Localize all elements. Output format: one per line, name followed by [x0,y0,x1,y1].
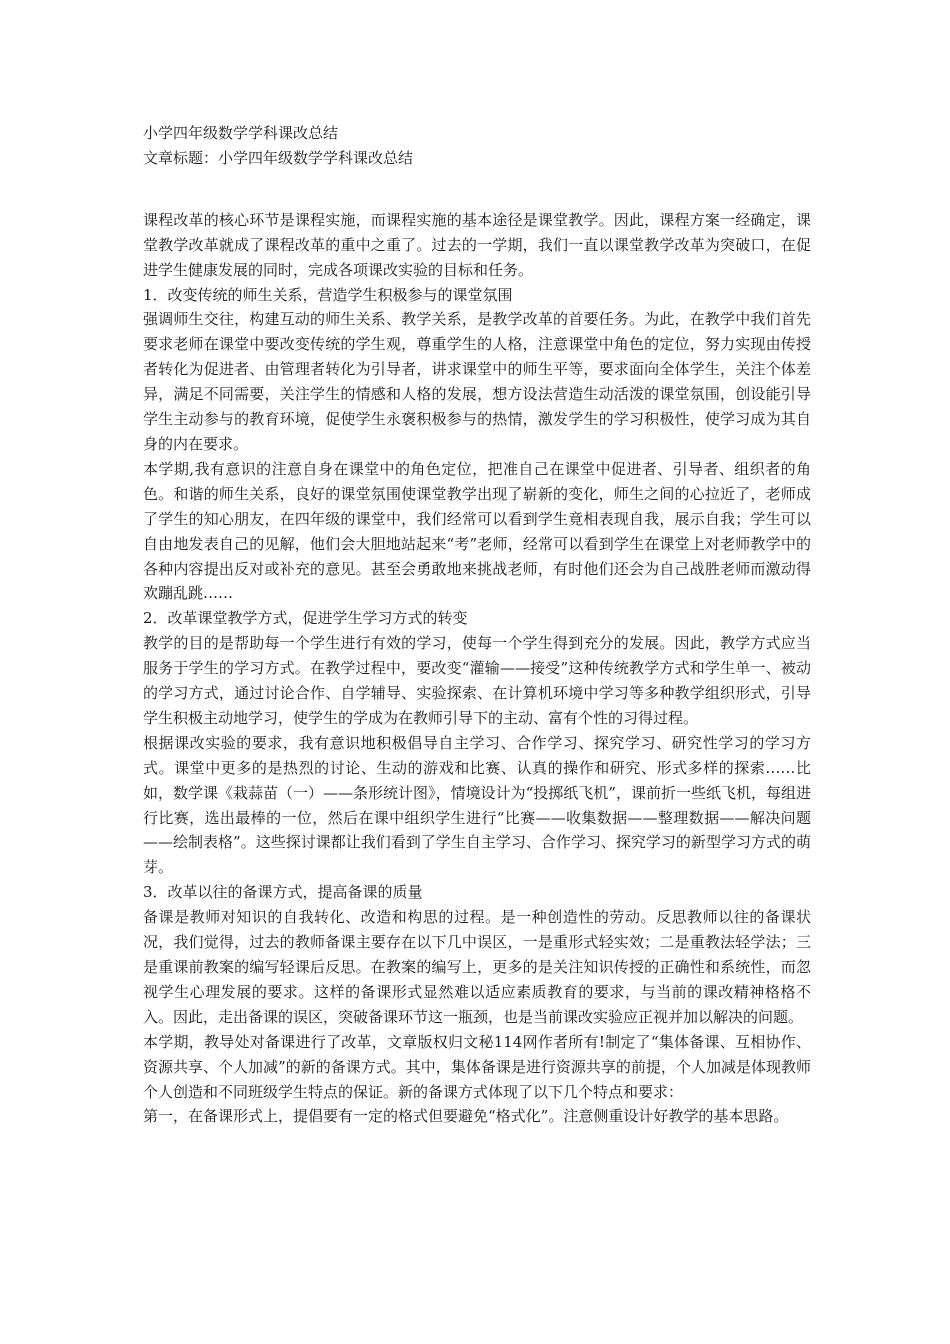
paragraph: 根据课改实验的要求，我有意识地积极倡导自主学习、合作学习、探究学习、研究性学习的学习方式。课堂中更多的是热烈的讨论、生动的游戏和比赛、认真的操作和研究、形式多样的探索……比如，数学课《栽蒜苗（一）——条形统计图》，情境设计为“投掷纸飞机”，课前折一些纸飞机，每组进行比赛，选出最棒的一位，然后在课中组织学生进行“比赛——收集数据——整理数据——解决问题——绘制表格”。这些探讨课都让我们看到了学生自主学习、合作学习、探究学习的新型学习方式的萌芽。 [143,733,811,877]
section-heading-2: 2．改革课堂教学方式，促进学生学习方式的转变 [143,609,468,628]
document-subtitle: 文章标题：小学四年级数学学科课改总结 [143,148,414,167]
paragraph-intro: 课程改革的核心环节是课程实施，而课程实施的基本途径是课堂教学。因此，课程方案一经确定，课堂教学改革就成了课程改革的重中之重了。过去的一学期，我们一直以课堂教学改革为突破口，在促进学生健康发展的同时，完成各项课改实验的目标和任务。 [143,210,811,279]
document-title: 小学四年级数学学科课改总结 [143,124,339,142]
document-page [143,121,811,1129]
section-heading-1: 1．改变传统的师生关系，营造学生积极参与的课堂氛围 [143,285,513,304]
paragraph: 教学的目的是帮助每一个学生进行有效的学习，使每一个学生得到充分的发展。因此，教学方式应当服务于学生的学习方式。在教学过程中，要改变“灌输——接受”这种传统教学方式和学生单一、被动的学习方式，通过讨论合作、自学辅导、实验探索、在计算机环境中学习等多种教学组织形式，引导学生积极主动地学习，使学生的学成为在教师引导下的主动、富有个性的习得过程。 [143,634,811,727]
section-heading-3: 3．改革以往的备课方式，提高备课的质量 [143,883,423,902]
paragraph: 备课是教师对知识的自我转化、改造和构思的过程。是一种创造性的劳动。反思教师以往的备课状况，我们觉得，过去的教师备课主要存在以下几中误区，一是重形式轻实效；二是重教法轻学法；三是重课前教案的编写轻课后反思。在教案的编写上，更多的是关注知识传授的正确性和系统性，而忽视学生心理发展的要求。这样的备课形式显然难以适应素质教育的要求，与当前的课改精神格格不入。因此，走出备课的误区，突破备课环节这一瓶颈，也是当前课改实验应正视并加以解决的问题。 [143,908,811,1026]
paragraph: 第一，在备课形式上，提倡要有一定的格式但要避免“格式化”。注意侧重设计好教学的基本思路。 [143,1107,789,1126]
paragraph: 本学期，教导处对备课进行了改革，文章版权归文秘114网作者所有!制定了“集体备课、互相协作、资源共享、个人加减”的新的备课方式。其中，集体备课是进行资源共享的前提，个人加减是体现教师个人创造和不同班级学生特点的保证。新的备课方式体现了以下几个特点和要求： [143,1032,811,1101]
paragraph: 本学期,我有意识的注意自身在课堂中的角色定位，把准自己在课堂中促进者、引导者、组织者的角色。和谐的师生关系，良好的课堂氛围使课堂教学出现了崭新的变化，师生之间的心拉近了，老师成了学生的知心朋友，在四年级的课堂中，我们经常可以看到学生竟相表现自我，展示自我；学生可以自由地发表自己的见解，他们会大胆地站起来“考”老师，经常可以看到学生在课堂上对老师教学中的各种内容提出反对或补充的意见。甚至会勇敢地来挑战老师，有时他们还会为自己战胜老师而激动得欢蹦乱跳…… [143,459,811,603]
paragraph: 强调师生交往，构建互动的师生关系、教学关系，是教学改革的首要任务。为此，在教学中我们首先要求老师在课堂中要改变传统的学生观，尊重学生的人格，注意课堂中角色的定位，努力实现由传授者转化为促进者、由管理者转化为引导者，讲求课堂中的师生平等，要求面向全体学生，关注个体差异，满足不同需要，关注学生的情感和人格的发展，想方设法营造生动活泼的课堂氛围，创设能引导学生主动参与的教育环境，促使学生永褒积极参与的热情，激发学生的学习积极性，使学习成为其自身的内在要求。 [143,310,811,453]
blank-line [143,171,811,208]
